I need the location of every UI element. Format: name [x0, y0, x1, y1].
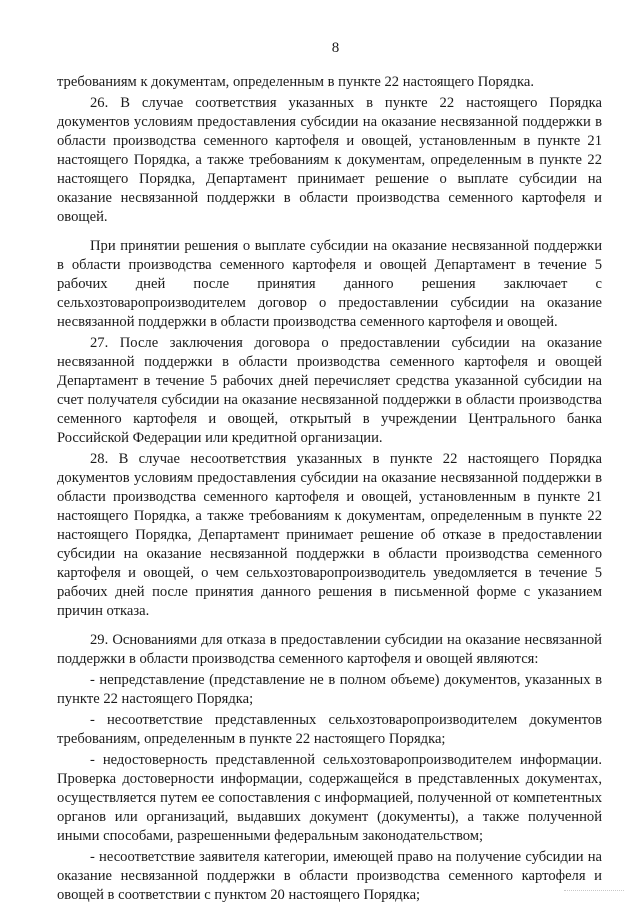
page-number: 8: [331, 40, 340, 56]
list-item-non-submission: - непредставление (представление не в полном объеме) документов, указанных в пункте 22 настоящего Порядка;: [57, 672, 602, 707]
paragraph-item-26: 26. В случае соответствия указанных в пункте 22 настоящего Порядка документов условиям предоставления субсидии на оказание несвязанной поддержки в области производства семенного картофеля и овощей, установленным в пункте 21 настоящего Порядка, а также требованиям к документам, определенным в пункте 22 настоящего Порядка, Департамент принимает решение о выплате субсидии на оказание несвязанной поддержки в области производства семенного картофеля и овощей.: [57, 95, 602, 225]
paragraph-decision-contract: При принятии решения о выплате субсидии на оказание несвязанной поддержки в области производства семенного картофеля и овощей Департамент в течение 5 рабочих дней после принятия данного решения заключает с сельхозтоваропроизводителем договор о предоставлении субсидии на оказание несвязанной поддержки в области производства семенного картофеля и овощей.: [57, 238, 602, 330]
list-item-inaccuracy: - недостоверность представленной сельхозтоваропроизводителем информации. Проверка достоверности информации, содержащейся в представленных документах, осуществляется путем ее сопоставления с информацией, полученной от компетентных органов или организаций, выдавших документ (документы), а также полученной иными способами, разрешенными федеральным законодательством;: [57, 752, 602, 844]
paragraph-item-29: 29. Основаниями для отказа в предоставлении субсидии на оказание несвязанной поддержки в области производства семенного картофеля и овощей являются:: [57, 632, 602, 667]
paragraph-item-28: 28. В случае несоответствия указанных в пункте 22 настоящего Порядка документов условиям предоставления субсидии на оказание несвязанной поддержки в области производства семенного картофеля и овощей, установленным в пункте 21 настоящего Порядка, а также требованиям к документам, определенным в пункте 22 настоящего Порядка, Департамент принимает решение об отказе в предоставлении субсидии на оказание несвязанной поддержки в области производства семенного картофеля и овощей, о чем сельхозтоваропроизводитель уведомляется в течение 5 рабочих дней после принятия данного решения в письменной форме с указанием причин отказа.: [57, 451, 602, 619]
list-item-non-compliance: - несоответствие представленных сельхозтоваропроизводителем документов требованиям, определенным в пункте 22 настоящего Порядка;: [57, 712, 602, 747]
list-item-applicant-category: - несоответствие заявителя категории, имеющей право на получение субсидии на оказание несвязанной поддержки в области производства семенного картофеля и овощей в соответствии с пунктом 20 настоящего Порядка;: [57, 849, 602, 903]
paragraph-continuation: требованиям к документам, определенным в пункте 22 настоящего Порядка.: [57, 74, 534, 90]
paragraph-item-27: 27. После заключения договора о предоставлении субсидии на оказание несвязанной поддержки в области производства семенного картофеля и овощей Департамент в течение 5 рабочих дней перечисляет средства указанной субсидии на счет получателя субсидии на оказание несвязанной поддержки в области производства семенного картофеля и овощей, открытый в учреждении Центрального банка Российской Федерации или кредитной организации.: [57, 335, 602, 446]
scan-artifact: [564, 886, 624, 891]
